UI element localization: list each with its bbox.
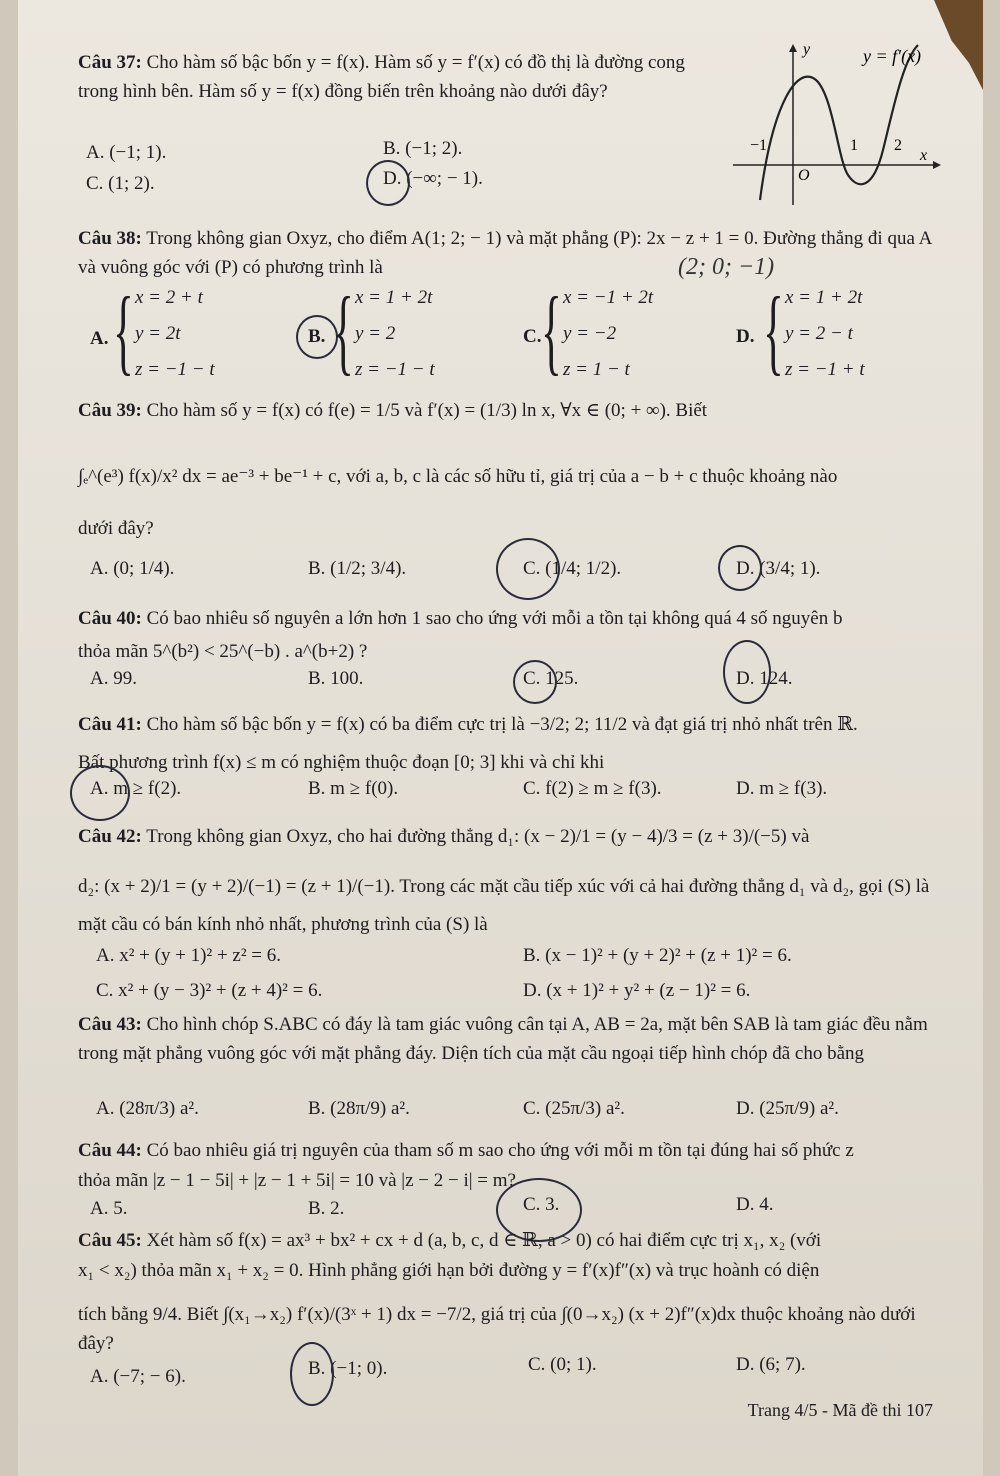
answer-circle [496,538,560,600]
q37-option-d[interactable]: D. (−∞; − 1). [383,168,483,189]
question-45-line2: x₁ < x₂) thỏa mãn x₁ + x₂ = 0. Hình phẳng giới hạn bởi đường y = f′(x)f″(x) và trục hoành có diện [78,1260,820,1281]
graph-title: y = f′(x) [863,46,922,66]
q43-option-d[interactable]: D. (25π/9) a². [736,1098,839,1119]
graph-origin: O [798,167,810,184]
question-42-line2: d₂: (x + 2)/1 = (y + 2)/(−1) = (z + 1)/(−1). Trong các mặt cầu tiếp xúc với cả hai đường thẳng d₁ và d₂, gọi (S) là [78,876,930,897]
answer-circle [290,1342,334,1406]
question-text: Cho hình chóp S.ABC có đáy là tam giác vuông cân tại A, AB = 2a, mặt bên SAB là tam giác đều nằm trong mặt phẳng vuông góc với mặt phẳng đáy. Diện tích của mặt cầu ngoại tiếp hình chóp đã cho bằng [78,1014,928,1064]
q38-option-b-system[interactable]: { x = 1 + 2t y = 2 z = −1 − t [333,277,435,384]
q38-option-d-system[interactable]: { x = 1 + 2t y = 2 − t z = −1 + t [763,277,865,384]
question-text-line1: Có bao nhiêu số nguyên a lớn hơn 1 sao cho ứng với mỗi a tồn tại không quá 4 số nguyên b [146,608,843,629]
q43-option-a[interactable]: A. (28π/3) a². [96,1098,199,1119]
q42-option-b[interactable]: B. (x − 1)² + (y + 2)² + (z + 1)² = 6. [523,945,792,966]
question-45 [78,1226,948,1255]
question-40 [78,604,948,633]
question-42-line3: mặt cầu có bán kính nhỏ nhất, phương trình của (S) là [78,914,488,935]
question-text: Trong không gian Oxyz, cho điểm A(1; 2; − 1) và mặt phẳng (P): 2x − z + 1 = 0. Đường thẳng đi qua A và vuông góc với (P) có phương trình là [78,228,932,278]
q41-option-d[interactable]: D. m ≥ f(3). [736,778,828,799]
q41-option-b[interactable]: B. m ≥ f(0). [308,778,399,799]
q38-option-d-letter[interactable]: D. [736,326,755,347]
question-label: Câu 37: [78,52,142,73]
q44-option-c[interactable]: C. 3. [523,1194,560,1215]
q38-option-a-letter[interactable]: A. [90,328,109,349]
q45-option-a[interactable]: A. (−7; − 6). [90,1366,186,1387]
q41-option-c[interactable]: C. f(2) ≥ m ≥ f(3). [523,778,662,799]
question-40-line2: thỏa mãn 5^(b²) < 25^(−b) . a^(b+2) ? [78,641,368,662]
q40-option-d[interactable]: D. 124. [736,668,793,689]
question-37 [78,48,728,106]
q44-option-a[interactable]: A. 5. [90,1198,128,1219]
q43-option-b[interactable]: B. (28π/9) a². [308,1098,410,1119]
q42-option-d[interactable]: D. (x + 1)² + y² + (z − 1)² = 6. [523,980,751,1001]
graph-tick-1: 1 [850,137,858,154]
exam-page [18,0,983,1476]
q37-option-c[interactable]: C. (1; 2). [86,173,155,194]
q37-option-b[interactable]: B. (−1; 2). [383,138,463,159]
page-footer: Trang 4/5 - Mã đề thi 107 [747,1400,933,1420]
graph-y-label: y [803,41,811,58]
question-text-line1: Trong không gian Oxyz, cho hai đường thẳng d₁: (x − 2)/1 = (y − 4)/3 = (z + 3)/(−5) và [146,826,810,847]
derivative-graph [728,40,958,210]
answer-circle [718,545,762,591]
graph-tick-neg1: −1 [750,137,768,154]
q38-option-c-letter[interactable]: C. [523,326,542,347]
question-39 [78,396,948,425]
graph-x-label: x [920,147,928,164]
question-43 [78,1010,948,1068]
answer-circle [70,765,130,821]
q38-option-b-letter[interactable]: B. [308,326,326,347]
q38-option-c-system[interactable]: { x = −1 + 2t y = −2 z = 1 − t [541,277,654,384]
question-text-line1: Có bao nhiêu giá trị nguyên của tham số m sao cho ứng với mỗi m tồn tại đúng hai số phức z [146,1140,854,1161]
question-44-line2: thỏa mãn |z − 1 − 5i| + |z − 1 + 5i| = 10 và |z − 2 − i| = m? [78,1170,516,1191]
question-label: Câu 38: [78,228,142,249]
q39-option-b[interactable]: B. (1/2; 3/4). [308,558,407,579]
question-label: Câu 41: [78,714,142,735]
q43-option-c[interactable]: C. (25π/3) a². [523,1098,625,1119]
q41-option-a[interactable]: A. m ≥ f(2). [90,778,182,799]
q42-option-a[interactable]: A. x² + (y + 1)² + z² = 6. [96,945,282,966]
q37-option-a[interactable]: A. (−1; 1). [86,142,167,163]
answer-circle [723,640,771,704]
question-44 [78,1136,948,1165]
question-label: Câu 40: [78,608,142,629]
q42-option-c[interactable]: C. x² + (y − 3)² + (z + 4)² = 6. [96,980,323,1001]
question-label: Câu 39: [78,400,142,421]
answer-circle [513,660,557,704]
q45-option-c[interactable]: C. (0; 1). [528,1354,597,1375]
handwritten-note: (2; 0; −1) [678,254,775,280]
q38-option-a-system[interactable]: { x = 2 + t y = 2t z = −1 − t [113,277,215,384]
q44-option-b[interactable]: B. 2. [308,1198,345,1219]
answer-circle [366,160,410,206]
q40-option-b[interactable]: B. 100. [308,668,364,689]
question-41-line2: Bất phương trình f(x) ≤ m có nghiệm thuộc đoạn [0; 3] khi và chỉ khi [78,752,605,773]
q39-option-d[interactable]: D. (3/4; 1). [736,558,821,579]
answer-circle [296,315,338,359]
q45-option-d[interactable]: D. (6; 7). [736,1354,806,1375]
q39-option-c[interactable]: C. (1/4; 1/2). [523,558,622,579]
q45-option-b[interactable]: B. (−1; 0). [308,1358,388,1379]
question-41 [78,710,948,739]
question-39-line2: ∫ₑ^(e³) f(x)/x² dx = ae⁻³ + be⁻¹ + c, với a, b, c là các số hữu tỉ, giá trị của a − b + c thuộc khoảng nào [78,466,838,487]
q40-option-a[interactable]: A. 99. [90,668,137,689]
q40-option-c[interactable]: C. 125. [523,668,579,689]
question-39-line3: dưới đây? [78,518,154,539]
q39-option-a[interactable]: A. (0; 1/4). [90,558,175,579]
question-38 [78,224,948,282]
question-text-line1: Cho hàm số bậc bốn y = f(x) có ba điểm cực trị là −3/2; 2; 11/2 và đạt giá trị nhỏ nhất trên ℝ. [146,714,858,735]
question-label: Câu 43: [78,1014,142,1035]
q44-option-d[interactable]: D. 4. [736,1194,774,1215]
graph-tick-2: 2 [894,137,902,154]
question-label: Câu 44: [78,1140,142,1161]
question-42 [78,822,948,851]
question-text: Cho hàm số bậc bốn y = f(x). Hàm số y = f′(x) có đồ thị là đường cong trong hình bên. Hàm số y = f(x) đồng biến trên khoảng nào dưới đây? [78,52,685,102]
question-text-line1: Cho hàm số y = f(x) có f(e) = 1/5 và f′(x) = (1/3) ln x, ∀x ∈ (0; + ∞). Biết [146,400,708,421]
question-45-line3: tích bằng 9/4. Biết ∫(x₁→x₂) f′(x)/(3ˣ + 1) dx = −7/2, giá trị của ∫(0→x₂) (x + 2)f″(x)dx thuộc khoảng nào dưới đây? [78,1304,916,1354]
question-label: Câu 45: [78,1230,142,1251]
question-label: Câu 42: [78,826,142,847]
question-text-line1: Xét hàm số f(x) = ax³ + bx² + cx + d (a, b, c, d ∈ ℝ, a > 0) có hai điểm cực trị x₁, x₂ (với [146,1230,822,1251]
